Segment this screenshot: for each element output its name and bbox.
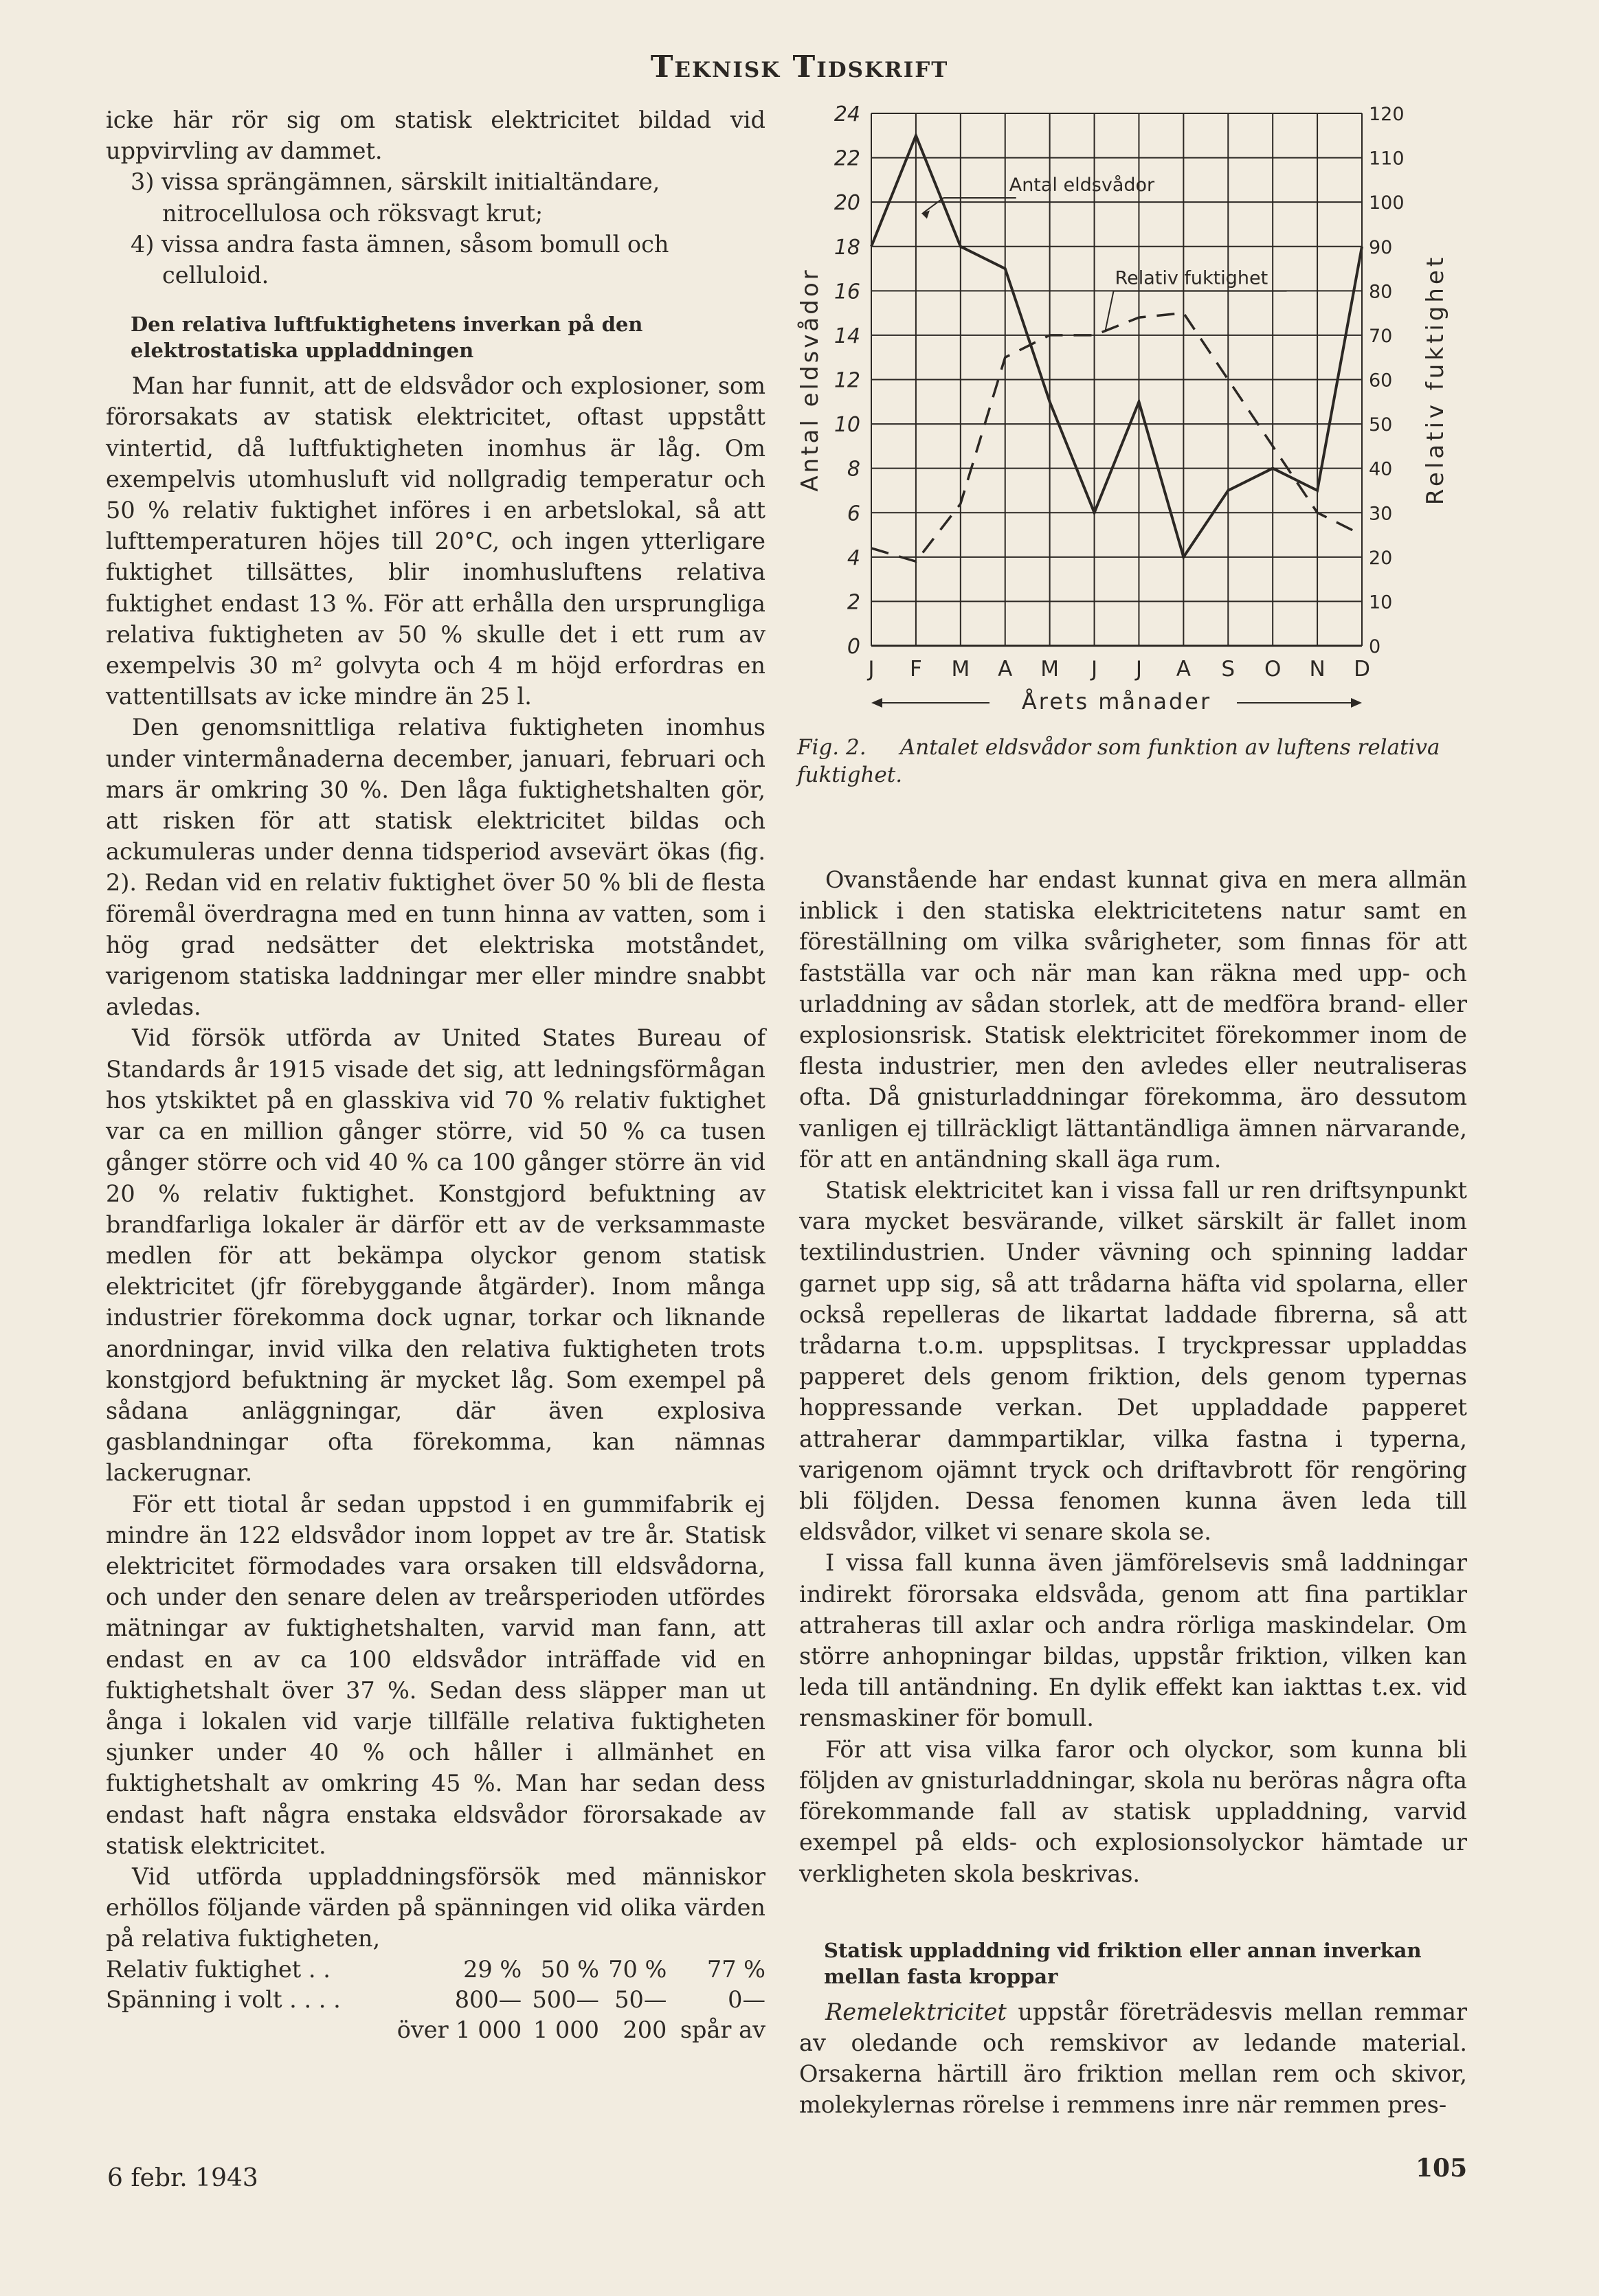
x-tick-label: O xyxy=(1264,657,1282,682)
y-tick-label: 8 xyxy=(847,457,860,482)
y2-tick-label: 10 xyxy=(1369,592,1393,614)
table-cell: Relativ fuktighet . . xyxy=(106,1955,331,1983)
x-tick-label: M xyxy=(1040,657,1060,682)
y-tick-label: 6 xyxy=(847,502,860,526)
journal-header: Teknisk Tidskrift xyxy=(650,49,949,85)
fire-humidity-chart xyxy=(0,0,1599,728)
table-cell: 50— xyxy=(614,1985,667,2013)
table-cell: 70 % xyxy=(608,1955,667,1983)
y-tick-label: 4 xyxy=(847,545,860,570)
y2-tick-label: 80 xyxy=(1369,281,1393,303)
table-cell: 77 % xyxy=(706,1955,765,1983)
series-label-fires: Antal eldsvådor xyxy=(1009,175,1155,196)
body-paragraph xyxy=(799,1996,1467,2121)
body-paragraph: Man har funnit, att de eldsvådor och explosioner, som förorsakats av statisk elektricitet, oftast uppstått vintertid, då luftfuktigheten inomhus är låg. Om exempelvis utomhusluft vid nollgradig temperatur och 50 % relativ fuktighet införes i en arbetslokal, så att lufttemperaturen höjes till 20°C, och ingen ytterligare fuktighet tillsättes, blir inomhusluftens relativa fuktighet endast 13 %. För att erhålla den ursprungliga relativa fuktigheten av 50 % skulle det i ett rum av exempelvis 30 m² golvyta och 4 m höjd erfordras en vattentillsats av icke mindre än 25 l. xyxy=(106,372,765,710)
table-row xyxy=(106,1985,765,2015)
y2-axis-title: Relativ fuktighet xyxy=(1422,254,1449,506)
arrowhead xyxy=(871,698,882,708)
table-cell: 500— xyxy=(532,1985,599,2013)
y-tick-label: 2 xyxy=(847,590,860,615)
x-tick-label: J xyxy=(868,657,875,682)
x-tick-label: S xyxy=(1221,657,1235,682)
body-paragraph: För ett tiotal år sedan uppstod i en gummifabrik ej mindre än 122 eldsvådor inom loppet av tre år. Statisk elektricitet förmodades vara orsaken till eldsvådorna, och under den senare delen av treårsperioden utfördes mätningar av fuktighetshalten, varvid man fann, att endast en av ca 100 eldsvådor inträffade vid en fuktighetshalt över 37 %. Sedan dess släpper man ut ånga i lokalen vid varje tillfälle relativa fuktigheten sjunker under 40 % och håller i allmänhet en fuktighetshalt av omkring 45 %. Man har sedan dess endast haft några enstaka eldsvådor förorsakade av statisk elektricitet. xyxy=(106,1490,765,1859)
y-tick-label: 16 xyxy=(834,280,860,304)
y-tick-label: 10 xyxy=(834,413,860,438)
y2-tick-label: 120 xyxy=(1369,104,1405,125)
leader-line xyxy=(1106,291,1114,331)
body-paragraph: Ovanstående har endast kunnat giva en mera allmän inblick i den statiska elektricitetens natur samt en föreställning om vilka svårigheter, som finnas för att fastställa var och när man kan räkna med upp- och urladdning av sådan storlek, att de medföra brand- eller explosionsrisk. Statisk elektricitet förekommer inom de flesta industrier, men den avledes eller neutraliseras ofta. Då gnisturladdningar förekomma, äro dessutom vanligen ej tillräckligt lättantändliga ämnen närvarande, för att en antändning skall äga rum. xyxy=(799,866,1467,1173)
y-tick-label: 20 xyxy=(834,191,860,216)
table-row xyxy=(106,2015,765,2045)
body-paragraph: För att visa vilka faror och olyckor, som kunna bli följden av gnisturladdningar, skola nu beröras några ofta förekommande fall av statisk uppladdning, varvid exempel på elds- och explosionsolyckor hämtade ur verkligheten skola beskrivas. xyxy=(799,1735,1467,1887)
table-cell: över 1 000 xyxy=(396,2016,522,2043)
right-column xyxy=(799,864,1467,2121)
y2-tick-label: 20 xyxy=(1369,547,1393,569)
table-cell: 29 % xyxy=(463,1955,522,1983)
y-axis-title: Antal eldsvådor xyxy=(796,267,824,492)
x-tick-label: N xyxy=(1309,657,1326,682)
series-line-fires xyxy=(871,135,1362,557)
intro-paragraph: icke här rör sig om statisk elektricitet bildad vid uppvirvling av dammet. xyxy=(106,106,765,165)
x-tick-label: A xyxy=(1176,657,1191,682)
y2-tick-label: 40 xyxy=(1369,458,1393,480)
series-label-humidity: Relativ fuktighet xyxy=(1115,267,1268,289)
table-cell xyxy=(106,2015,377,2045)
y-tick-label: 24 xyxy=(834,102,860,126)
figure-number: Fig. 2. xyxy=(797,735,866,760)
body-paragraph: Vid försök utförda av United States Bureau of Standards år 1915 visade det sig, att ledningsförmågan hos ytskiktet på en glasskiva vid 70 % relativ fuktighet var ca en million gånger större, vid 50 % ca tusen gånger större och vid 40 % ca 100 gånger större än vid 20 % relativ fuktighet. Konstgjord befuktning av brandfarliga lokaler är därför ett av de verksammaste medlen för att bekämpa olyckor genom statisk elektricitet (jfr förebyggande åtgärder). Inom många industrier förekomma dock ugnar, torkar och liknande anordningar, invid vilka den relativa fuktigheten trots konstgjord befuktning är mycket låg. Som exempel på sådana anläggningar, där även explosiva gasblandningar ofta förekomma, kan nämnas lackerugnar. xyxy=(106,1024,765,1487)
body-paragraph: Vid utförda uppladdningsförsök med människor erhöllos följande värden på spänningen vid olika värden på relativa fuktigheten, xyxy=(106,1862,765,1952)
y2-tick-label: 60 xyxy=(1369,370,1393,392)
body-paragraph: Statisk elektricitet kan i vissa fall ur ren driftsynpunkt vara mycket besvärande, vilket särskilt är fallet inom textilindustrien. Under vävning och spinning laddar garnet upp sig, så att trådarna häfta vid spolarna, eller också repelleras de likartat laddade fibrerna, så att trådarna t.o.m. uppsplitsas. I tryckpressar uppladdas papperet dels genom friktion, dels genom typernas hoppressande verkan. Det uppladdade papperet attraherar dammpartiklar, vilka fastna i typerna, varigenom ojämnt tryck och driftavbrott för rengöring bli följden. Dessa fenomen kunna även leda till eldsvådor, vilket vi senare skola se. xyxy=(799,1177,1467,1546)
y2-tick-label: 90 xyxy=(1369,236,1393,258)
italic-term: Remelektricitet xyxy=(825,1998,1007,2025)
table-cell: Spänning i volt . . . . xyxy=(106,1985,341,2013)
y2-tick-label: 100 xyxy=(1369,192,1405,214)
table-cell: spår av xyxy=(680,2016,765,2043)
body-paragraph: I vissa fall kunna även jämförelsevis små laddningar indirekt förorsaka eldsvåda, genom att fina partiklar attraheras till axlar och andra rörliga maskindelar. Om större anhopningar bildas, uppstår friktion, vilken kan leda till antändning. En dylik effekt kan iakttas t.ex. vid rensmaskiner för bomull. xyxy=(799,1549,1467,1732)
x-tick-label: M xyxy=(951,657,970,682)
paragraph-text: uppstår företrädesvis mellan remmar av oledande och remskivor av ledande material. Orsakerna härtill äro friktion mellan rem och skivor, molekylernas rörelse i remmens inre när remmen pres- xyxy=(799,1998,1467,2119)
y-tick-label: 12 xyxy=(834,368,860,393)
y2-tick-label: 110 xyxy=(1369,148,1405,170)
list-item: 3) vissa sprängämnen, särskilt initialtändare, nitrocellulosa och röksvagt krut; xyxy=(131,168,660,227)
leader-line xyxy=(923,198,943,213)
table-cell: 50 % xyxy=(540,1955,599,1983)
list-item: 4) vissa andra fasta ämnen, såsom bomull och celluloid. xyxy=(131,230,669,289)
x-tick-label: F xyxy=(909,657,922,682)
y-tick-label: 0 xyxy=(847,635,860,659)
footer-date: 6 febr. 1943 xyxy=(107,2164,258,2192)
body-paragraph: Den genomsnittliga relativa fuktigheten inomhus under vintermånaderna december, januari, februari och mars är omkring 30 %. Den låga fuktighetshalten gör, att risken för att statisk elektricitet bildas och ackumuleras under denna tidsperiod avsevärt ökas (fig. 2). Redan vid en relativ fuktighet över 50 % bli de flesta föremål överdragna med en tunn hinna av vatten, som i hög grad nedsätter det elektriska motståndet, varigenom statiska laddningar mer eller mindre snabbt avledas. xyxy=(106,714,765,1021)
series-line-humidity xyxy=(871,313,1362,562)
y2-tick-label: 30 xyxy=(1369,503,1393,525)
section-heading: Statisk uppladdning vid friktion eller annan inverkan mellan fasta kroppar xyxy=(824,1938,1422,1988)
table-row xyxy=(106,1955,765,1985)
y2-tick-label: 70 xyxy=(1369,325,1393,347)
table-cell: 1 000 xyxy=(533,2016,599,2043)
figure-caption xyxy=(797,734,1471,789)
table-cell: 200 xyxy=(623,2016,667,2043)
figure-caption-text: Antalet eldsvådor som funktion av luftens relativa fuktighet. xyxy=(797,735,1440,787)
x-tick-label: A xyxy=(998,657,1013,682)
y-tick-label: 14 xyxy=(834,324,860,348)
y-tick-label: 22 xyxy=(834,146,860,171)
x-tick-label: J xyxy=(1091,657,1098,682)
arrowhead xyxy=(1351,698,1362,708)
x-axis-title: Årets månader xyxy=(1021,688,1212,714)
y2-tick-label: 0 xyxy=(1369,636,1381,657)
y2-tick-label: 50 xyxy=(1369,414,1393,436)
x-tick-label: D xyxy=(1354,657,1370,682)
x-tick-label: J xyxy=(1135,657,1143,682)
table-cell: 0— xyxy=(728,1985,765,2013)
table-cell: 800— xyxy=(454,1985,522,2013)
section-heading: Den relativa luftfuktighetens inverkan på den elektrostatiska uppladdningen xyxy=(131,313,643,363)
page-number: 105 xyxy=(1416,2154,1468,2183)
y-tick-label: 18 xyxy=(834,235,860,260)
measurement-table xyxy=(106,1955,765,2045)
